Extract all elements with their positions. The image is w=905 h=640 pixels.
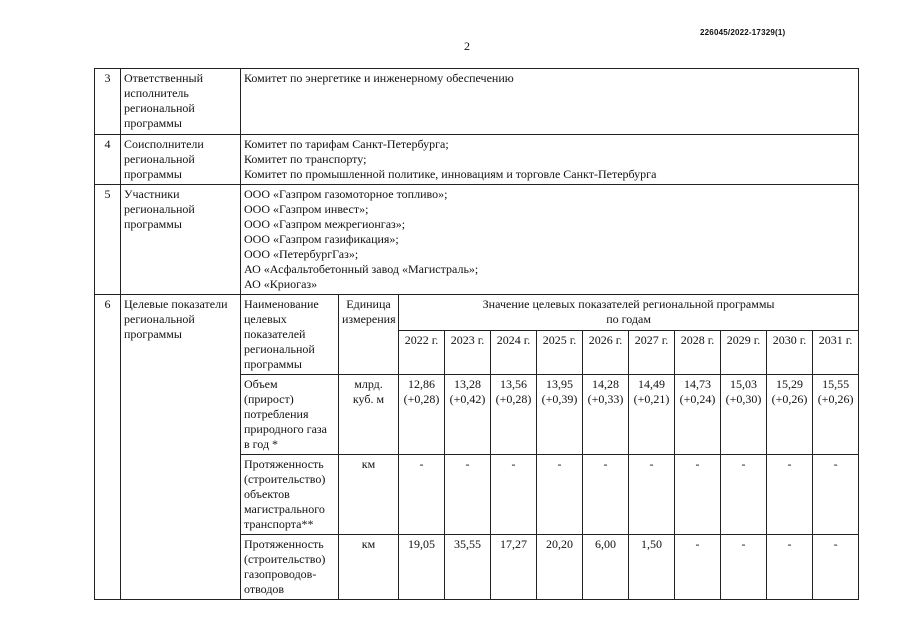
indicator-name-header (241, 295, 339, 375)
row-label (121, 295, 241, 600)
indicator-name (241, 455, 339, 535)
indicator-value-line: (+0,21) (633, 392, 670, 406)
indicator-value-line: 13,95 (546, 377, 573, 391)
row-number: 6 (95, 295, 121, 600)
header-line: Единица (346, 297, 391, 311)
indicator-value-line: - (741, 537, 746, 551)
indicator-value-line: - (649, 457, 654, 471)
indicator-value-line: (+0,26) (771, 392, 808, 406)
indicator-unit (339, 455, 399, 535)
indicator-name-line: в год * (244, 437, 279, 451)
document-id: 226045/2022-17329(1) (700, 28, 786, 37)
indicator-value-line: 12,86 (408, 377, 435, 391)
row-number: 4 (95, 135, 121, 185)
indicator-value (537, 375, 583, 455)
indicator-value-line: 13,28 (454, 377, 481, 391)
year-header: 2024 г. (491, 331, 537, 375)
indicator-name-line: природного газа (244, 422, 327, 436)
indicator-value (767, 535, 813, 600)
indicator-name-line: (строительство) (244, 552, 326, 566)
row-label-line: Ответственный (124, 71, 204, 85)
indicator-value-line: 6,00 (595, 537, 616, 551)
indicator-value-line: 15,29 (776, 377, 803, 391)
indicator-name-line: Объем (244, 377, 278, 391)
indicator-name-line: магистрального (244, 502, 325, 516)
indicator-value (583, 375, 629, 455)
year-header: 2030 г. (767, 331, 813, 375)
indicator-value (445, 535, 491, 600)
indicator-value-line: 17,27 (500, 537, 527, 551)
indicator-unit-line: куб. м (352, 392, 385, 406)
indicator-value-line: - (419, 457, 424, 471)
indicator-value-line: - (833, 457, 838, 471)
row-label-line: программы (124, 327, 182, 341)
row-label (121, 135, 241, 185)
header-line: измерения (342, 312, 396, 326)
table-row (95, 135, 859, 185)
indicator-name-line: объектов (244, 487, 290, 501)
indicator-value-line: (+0,33) (587, 392, 624, 406)
row-content-line: АО «Криогаз» (244, 277, 318, 291)
indicator-value (721, 535, 767, 600)
row-content (241, 185, 859, 295)
row-content-line: ООО «Газпром газификация»; (244, 232, 399, 246)
indicator-value-line: 14,73 (684, 377, 711, 391)
header-line: программы (244, 357, 302, 371)
year-header: 2027 г. (629, 331, 675, 375)
row-content-line: Комитет по транспорту; (244, 152, 367, 166)
indicator-name-line: (строительство) (244, 472, 326, 486)
indicator-value-line: (+0,42) (449, 392, 486, 406)
indicator-unit (339, 535, 399, 600)
indicator-name-line: газопроводов- (244, 567, 317, 581)
row-content-line: Комитет по тарифам Санкт-Петербурга; (244, 137, 449, 151)
indicator-value-line: - (603, 457, 608, 471)
indicator-value-line: (+0,28) (495, 392, 532, 406)
indicator-value (629, 375, 675, 455)
indicator-value (675, 455, 721, 535)
indicator-value-line: - (787, 537, 792, 551)
row-label-line: исполнитель (124, 86, 189, 100)
header-line: показателей (244, 327, 306, 341)
program-passport-table (94, 68, 859, 600)
indicator-value (491, 535, 537, 600)
indicator-unit-line: млрд. (354, 377, 383, 391)
row-content (241, 69, 859, 135)
indicator-value-line: (+0,39) (541, 392, 578, 406)
indicator-name-line: транспорта** (244, 517, 314, 531)
indicator-name-line: Протяженность (244, 457, 324, 471)
indicator-value (767, 455, 813, 535)
row-content-line: ООО «Газпром газомоторное топливо»; (244, 187, 448, 201)
table-row (95, 69, 859, 135)
year-header: 2029 г. (721, 331, 767, 375)
indicator-value-line: (+0,24) (679, 392, 716, 406)
indicator-value (491, 375, 537, 455)
indicator-value (767, 375, 813, 455)
indicator-value (583, 455, 629, 535)
row-content-line: ООО «ПетербургГаз»; (244, 247, 359, 261)
indicator-value-line: 14,49 (638, 377, 665, 391)
row-number: 5 (95, 185, 121, 295)
values-header (399, 295, 859, 331)
year-header: 2026 г. (583, 331, 629, 375)
row-label-line: региональной (124, 101, 195, 115)
indicator-value (813, 375, 859, 455)
indicator-value (445, 375, 491, 455)
indicator-value-line: - (695, 457, 700, 471)
year-header: 2022 г. (399, 331, 445, 375)
year-header: 2031 г. (813, 331, 859, 375)
indicator-name-line: Протяженность (244, 537, 324, 551)
indicator-value-line: 14,28 (592, 377, 619, 391)
indicator-value (721, 375, 767, 455)
indicator-value-line: - (787, 457, 792, 471)
unit-header (339, 295, 399, 375)
indicator-value-line: 15,03 (730, 377, 757, 391)
indicator-value-line: 20,20 (546, 537, 573, 551)
indicator-value-line: - (695, 537, 700, 551)
row-content-line: ООО «Газпром межрегионгаз»; (244, 217, 406, 231)
indicator-value-line: - (511, 457, 516, 471)
year-header: 2028 г. (675, 331, 721, 375)
indicator-value-line: - (833, 537, 838, 551)
indicator-name (241, 535, 339, 600)
year-header: 2023 г. (445, 331, 491, 375)
indicator-value (399, 535, 445, 600)
indicator-value-line: 19,05 (408, 537, 435, 551)
header-line: Значение целевых показателей региональной программы (482, 297, 775, 311)
header-line: региональной (244, 342, 315, 356)
row-label (121, 185, 241, 295)
row-label-line: Целевые показатели (124, 297, 228, 311)
indicator-value (445, 455, 491, 535)
indicator-value-line: 35,55 (454, 537, 481, 551)
header-line: целевых (244, 312, 287, 326)
targets-header-row (95, 295, 859, 331)
row-label-line: Участники (124, 187, 180, 201)
indicator-value-line: (+0,26) (817, 392, 854, 406)
indicator-unit-line: км (361, 537, 376, 551)
row-label-line: программы (124, 217, 182, 231)
indicator-value-line: - (741, 457, 746, 471)
indicator-name (241, 375, 339, 455)
indicator-value (721, 455, 767, 535)
indicator-value (399, 375, 445, 455)
row-label-line: программы (124, 167, 182, 181)
row-label-line: региональной (124, 152, 195, 166)
row-label-line: региональной (124, 202, 195, 216)
row-number: 3 (95, 69, 121, 135)
header-line: по годам (606, 312, 651, 326)
indicator-value-line: 15,55 (822, 377, 850, 391)
row-content (241, 135, 859, 185)
indicator-name-line: (прирост) (244, 392, 294, 406)
indicator-value (537, 535, 583, 600)
page-number: 2 (464, 39, 470, 53)
indicator-name-line: потребления (244, 407, 309, 421)
indicator-value (675, 535, 721, 600)
indicator-value-line: 13,56 (500, 377, 527, 391)
indicator-value (675, 375, 721, 455)
indicator-value (629, 535, 675, 600)
year-header: 2025 г. (537, 331, 583, 375)
indicator-value (813, 455, 859, 535)
indicator-value (629, 455, 675, 535)
indicator-unit-line: км (361, 457, 376, 471)
indicator-value (399, 455, 445, 535)
indicator-value-line: - (465, 457, 470, 471)
indicator-name-line: отводов (244, 582, 285, 596)
indicator-value-line: - (557, 457, 562, 471)
row-label-line: Соисполнители (124, 137, 204, 151)
row-content-line: ООО «Газпром инвест»; (244, 202, 369, 216)
indicator-value (491, 455, 537, 535)
row-content-line: Комитет по энергетике и инженерному обеспечению (244, 71, 514, 85)
header-line: Наименование (244, 297, 319, 311)
row-label-line: программы (124, 116, 182, 130)
indicator-value-line: (+0,30) (725, 392, 762, 406)
indicator-value-line: 1,50 (641, 537, 662, 551)
indicator-unit (339, 375, 399, 455)
indicator-value (813, 535, 859, 600)
row-label (121, 69, 241, 135)
indicator-value (583, 535, 629, 600)
indicator-value-line: (+0,28) (403, 392, 440, 406)
indicator-value (537, 455, 583, 535)
row-content-line: АО «Асфальтобетонный завод «Магистраль»; (244, 262, 479, 276)
table-row (95, 185, 859, 295)
row-label-line: региональной (124, 312, 195, 326)
row-content-line: Комитет по промышленной политике, инновациям и торговле Санкт-Петербурга (244, 167, 657, 181)
